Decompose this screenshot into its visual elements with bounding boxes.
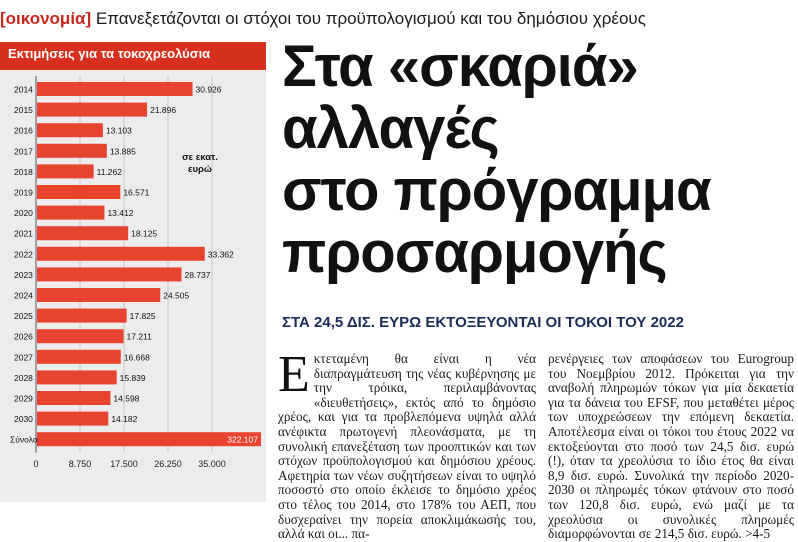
drop-cap: Ε	[278, 346, 310, 403]
category-label: 2019	[14, 187, 33, 198]
value-label: 24.505	[163, 290, 190, 301]
headline-line-4: προσαρμογής	[282, 220, 667, 285]
category-label: Σύνολο	[10, 434, 38, 445]
article-column-1	[278, 346, 536, 542]
value-label: 30.926	[195, 84, 222, 95]
bracket-right: ]	[85, 9, 92, 28]
category-label: 2026	[14, 331, 33, 342]
bar	[37, 391, 110, 405]
headline	[282, 36, 792, 284]
category-label: 2021	[14, 228, 33, 239]
value-label: 33.362	[207, 249, 234, 260]
chart-title: Εκτιμήσεις για τα τοκοχρεολύσια	[8, 46, 211, 61]
unit-label-line-2: ευρώ	[188, 164, 212, 175]
value-label: 16.668	[123, 352, 150, 363]
value-label: 18.125	[131, 228, 158, 239]
chart-panel	[0, 42, 266, 502]
article-column-2	[548, 352, 794, 542]
bar	[37, 329, 124, 343]
category-label: 2029	[14, 393, 33, 404]
bar-chart	[0, 42, 266, 502]
bar	[37, 82, 193, 96]
value-label: 13.885	[109, 146, 136, 157]
bar	[37, 144, 107, 158]
headline-line-2: αλλαγές	[282, 96, 499, 161]
value-label: 16.571	[123, 187, 150, 198]
value-label: 15.839	[119, 372, 146, 383]
bar	[37, 412, 108, 426]
value-label: 17.825	[129, 311, 156, 322]
section-banner	[0, 4, 798, 34]
bar	[37, 206, 104, 220]
category-label: 2022	[14, 249, 33, 260]
bar	[37, 370, 117, 384]
subheadline: ΣΤΑ 24,5 ΔΙΣ. ΕΥΡΩ ΕΚΤΟΞΕΥΟΝΤΑΙ ΟΙ ΤΟΚΟΙ ΤΟΥ 2022	[282, 314, 684, 331]
headline-line-3: στο πρόγραμμα	[282, 158, 711, 223]
value-label: 21.896	[150, 105, 177, 116]
x-tick-label: 26.250	[154, 458, 182, 469]
value-label: 13.103	[105, 125, 132, 136]
value-label: 14.182	[111, 414, 138, 425]
headline-line-1: Στα «σκαριά»	[282, 34, 638, 99]
bar	[37, 350, 121, 364]
category-label: 2020	[14, 208, 33, 219]
bar	[37, 123, 103, 137]
bar	[37, 164, 94, 178]
value-label: 13.412	[107, 208, 134, 219]
category-label: 2030	[14, 414, 33, 425]
category-label: 2015	[14, 105, 33, 116]
category-label: 2024	[14, 290, 33, 301]
x-tick-label: 17.500	[110, 458, 138, 469]
section-label: οικονομία	[5, 9, 86, 28]
bar	[37, 267, 182, 281]
bar	[37, 288, 160, 302]
bar	[37, 226, 128, 240]
category-label: 2025	[14, 311, 33, 322]
bracket-left: [	[0, 9, 6, 28]
bar	[37, 103, 147, 117]
column-2-text: ρενέργειες των αποφάσεων του Eurogroup του Νοεμβρίου 2012. Πρόκειται για την αναβολή πληρωμών τόκων για μία δεκαετία για τα δάνεια του EFSF, που μεταθέτει μέρος των υποχρεώσεων την επόμενη δεκαετία. Αποτέλεσμα είναι οι τόκοι του έτους 2022 να εκτοξεύονται στο ποσό των 24,5 δισ. ευρώ (!), όταν τα χρεολύσια το ίδιο έτος θα είναι 8,9 δισ. ευρώ. Συνολικά την περίοδο 2020-2030 οι πληρωμές τόκων φτάνουν στο ποσό των 120,8 δισ. ευρώ, ενώ μαζί με τα χρεολύσια οι συνολικές πληρωμές διαμορφώνονται σε 214,5 δισ. ευρώ. >4-5	[548, 351, 794, 542]
category-label: 2023	[14, 269, 33, 280]
bar	[37, 247, 205, 261]
x-tick-label: 0	[33, 458, 39, 469]
value-label: 14.598	[113, 393, 140, 404]
chart-header	[0, 42, 266, 70]
category-label: 2028	[14, 372, 33, 383]
category-label: 2014	[14, 84, 33, 95]
category-label: 2018	[14, 166, 33, 177]
x-tick-label: 8.750	[68, 458, 92, 469]
banner-headline: Επανεξετάζονται οι στόχοι του προϋπολογισμού και του δημόσιου χρέους	[95, 9, 646, 28]
column-1-text: κτεταμένη θα είναι η νέα διαπραγμάτευση της νέας κυβέρνησης με την τρόικα, περιλαμβάνοντας «διευθετήσεις», εκτός από το δημόσιο χρέος, και για τα προβλεπόμενα υψηλά αλλά ανέφικτα πρωτογενή πλεονάσματα, με τη συνολική επανεξέταση των προοπτικών και των στόχων προϋπολογισμού και δημόσιου χρέους. Αφετηρία των νέων συζητήσεων είναι το υψηλό ποσοστό στο οποίο έκλεισε το δημόσιο χρέος στο τέλος του 2014, στο 178% του ΑΕΠ, που δυσχεραίνει την πορεία αποκλιμάκωσής του, αλλά και οι... πα-	[278, 351, 536, 542]
value-label: 11.262	[96, 166, 123, 177]
bar	[37, 309, 127, 323]
value-label: 322.107	[227, 434, 258, 445]
bar	[37, 185, 120, 199]
category-label: 2016	[14, 125, 33, 136]
unit-label-line-1: σε εκατ.	[182, 152, 218, 163]
category-label: 2017	[14, 146, 33, 157]
value-label: 28.737	[184, 269, 211, 280]
category-label: 2027	[14, 352, 33, 363]
x-tick-label: 35.000	[198, 458, 226, 469]
value-label: 17.211	[126, 331, 152, 342]
